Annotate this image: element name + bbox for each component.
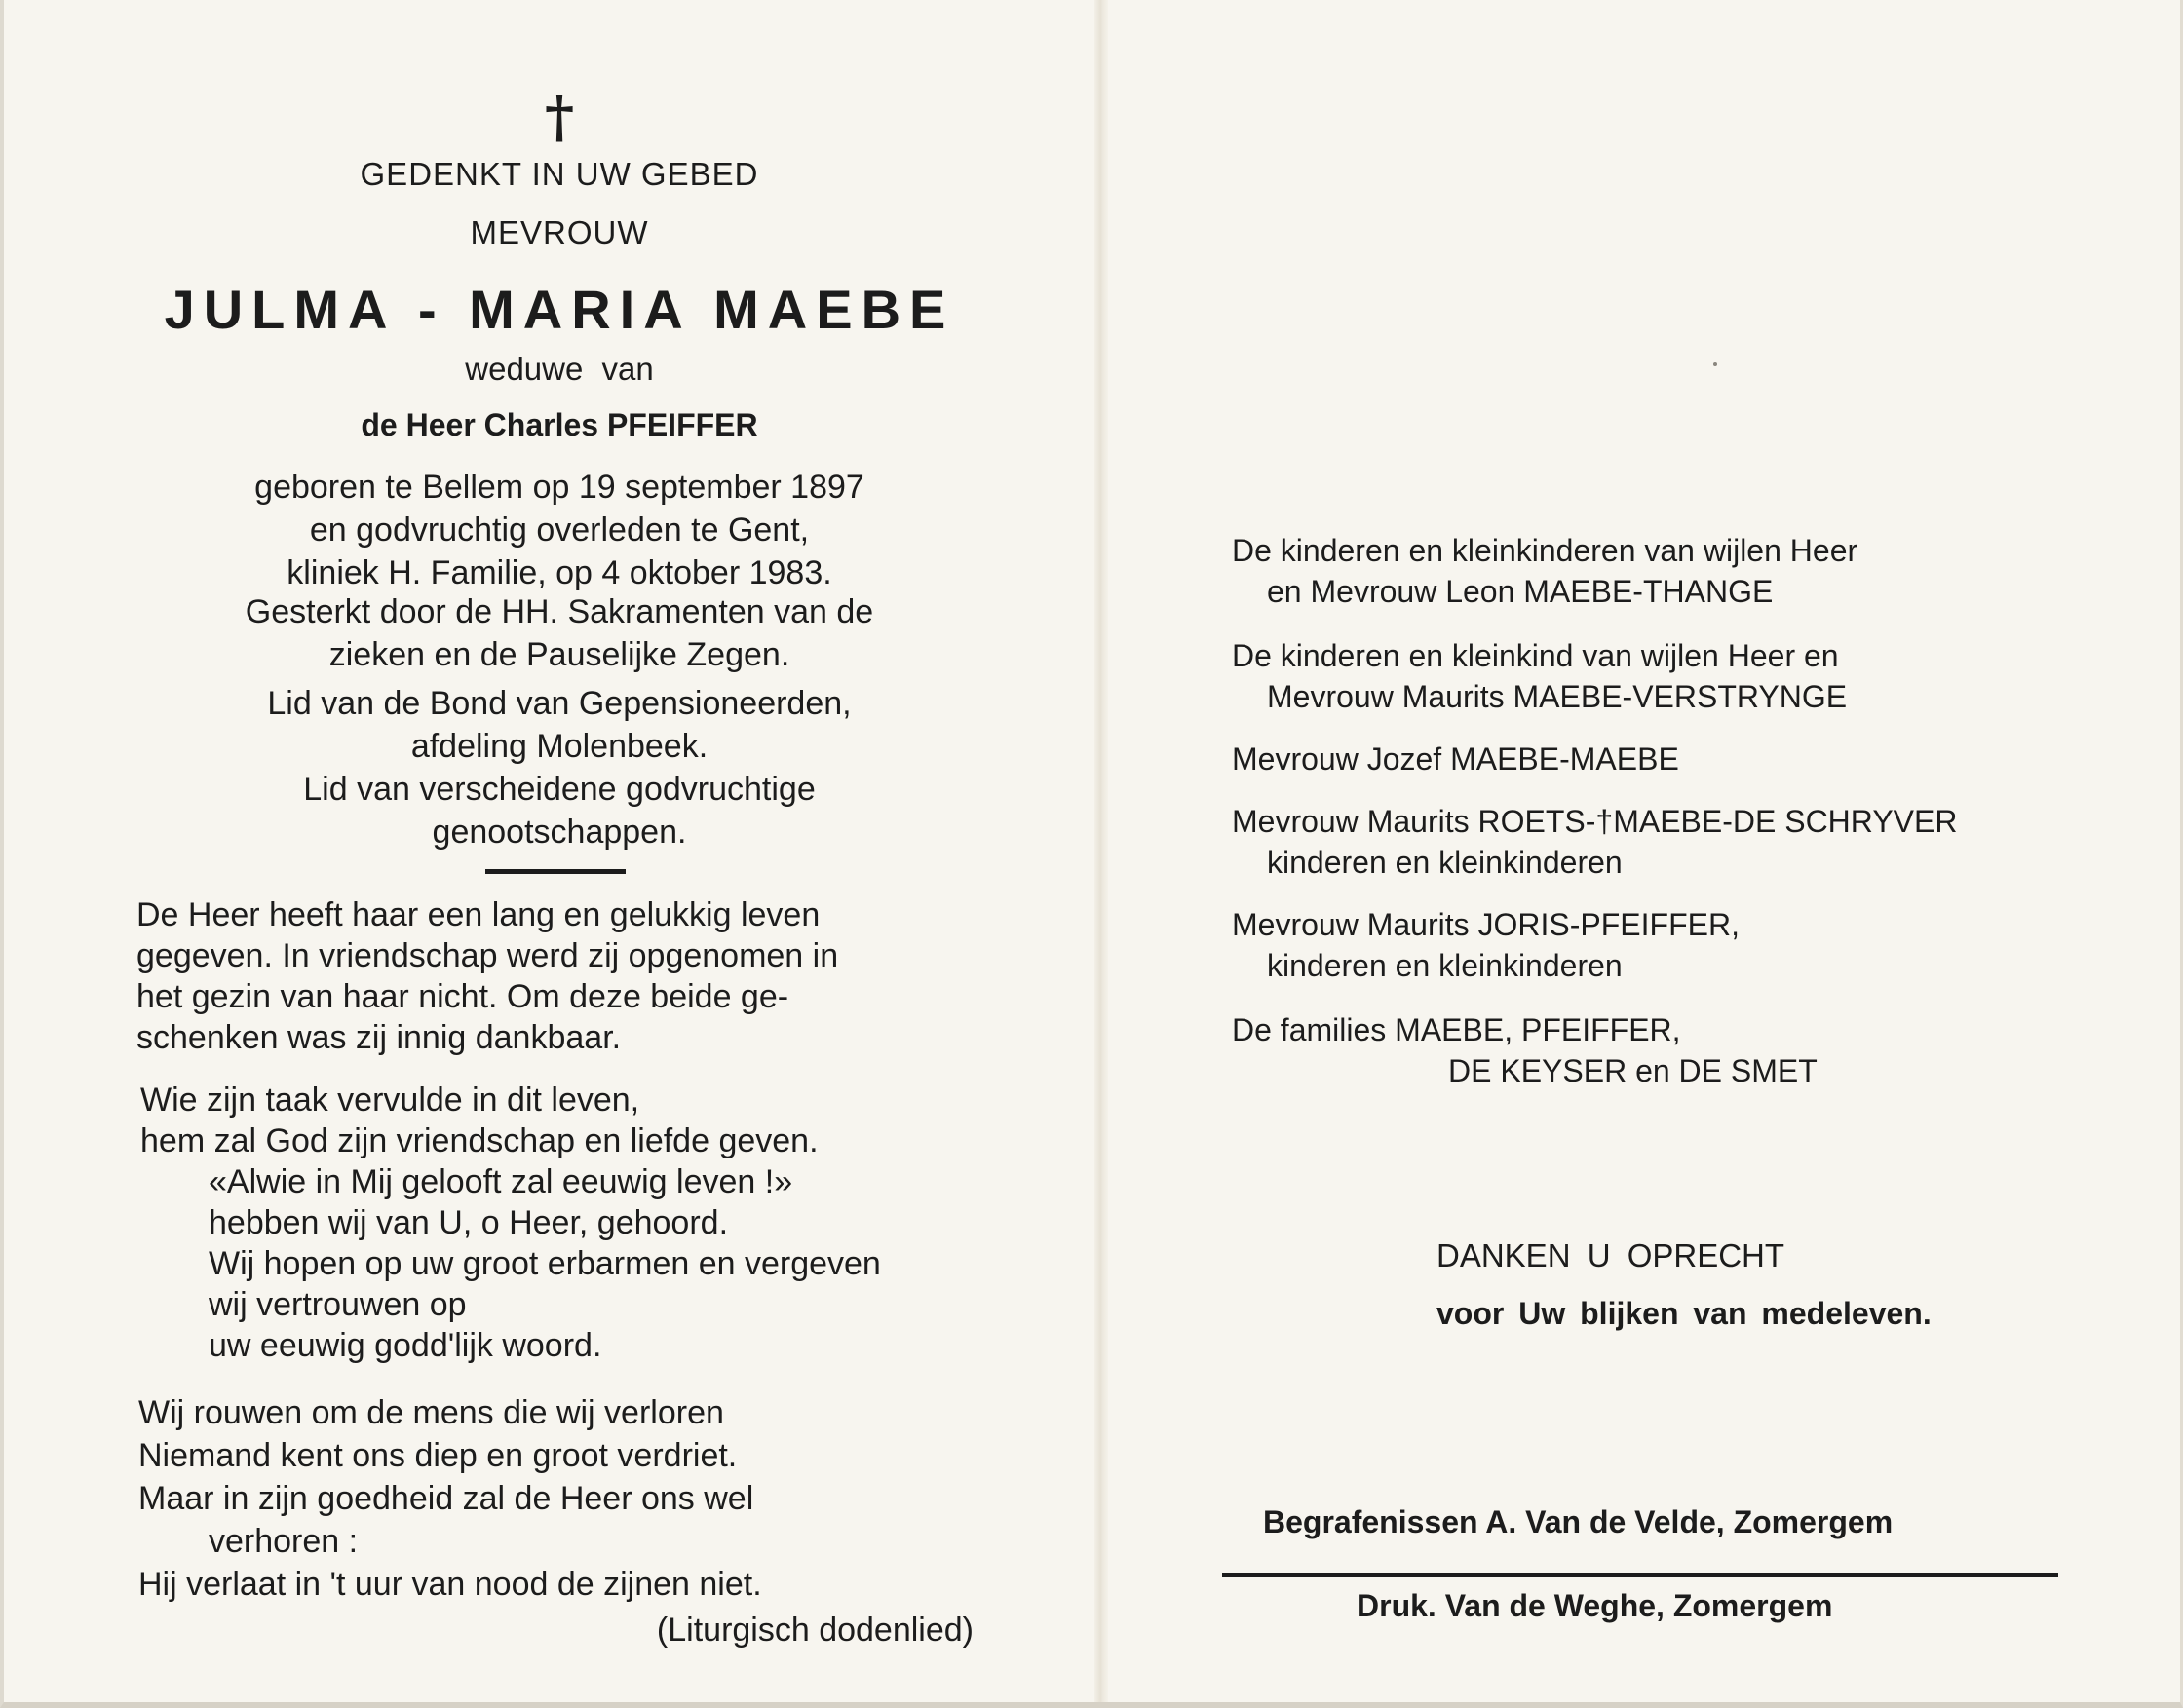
sacraments-line: Gesterkt door de HH. Sakramenten van de (245, 593, 874, 630)
family-line: De kinderen en kleinkinderen van wijlen Heer (1232, 533, 1858, 568)
societies-line: genootschappen. (432, 814, 687, 851)
funeral-hymn (138, 1391, 762, 1606)
sacraments-info (131, 590, 988, 676)
family-entry (1232, 635, 1847, 717)
family-line: Mevrouw Maurits JORIS-PFEIFFER, (1232, 907, 1740, 942)
societies-info (131, 768, 988, 854)
thanks-text: voor Uw blijken van medeleven. (1436, 1296, 1932, 1331)
memorial-poem (140, 1080, 881, 1366)
membership-line: afdeling Molenbeek. (410, 728, 709, 765)
hymn-line: Maar in zijn goedheid zal de Heer ons wel (138, 1480, 754, 1517)
family-entry (1232, 1009, 1818, 1091)
printer-credit: Druk. Van de Weghe, Zomergem (1357, 1588, 1833, 1623)
membership-line: Lid van de Bond van Gepensioneerden, (267, 685, 852, 722)
family-line: kinderen en kleinkinderen (1267, 845, 1623, 880)
poem-line: Wie zijn taak vervulde in dit leven, (140, 1082, 640, 1119)
prose-line: schenken was zij innig dankbaar. (136, 1019, 622, 1056)
heading-gedenkt: GEDENKT IN UW GEBED (360, 156, 759, 192)
hymn-line: Wij rouwen om de mens die wij verloren (138, 1394, 724, 1431)
family-line: De kinderen en kleinkind van wijlen Heer en (1232, 638, 1839, 673)
family-line: De families MAEBE, PFEIFFER, (1232, 1012, 1681, 1047)
prose-line: De Heer heeft haar een lang en gelukkig leven (136, 896, 821, 933)
husband-name: de Heer Charles PFEIFFER (361, 407, 758, 442)
family-entry (1232, 739, 1679, 779)
family-line: Mevrouw Maurits ROETS-†MAEBE-DE SCHRYVER (1232, 804, 1958, 839)
family-line: Mevrouw Maurits MAEBE-VERSTRYNGE (1267, 679, 1848, 714)
membership-info (131, 682, 988, 768)
family-line: en Mevrouw Leon MAEBE-THANGE (1267, 574, 1774, 609)
family-entry (1232, 904, 1740, 986)
poem-line: uw eeuwig godd'lijk woord. (209, 1327, 602, 1364)
hymn-line: verhoren : (209, 1523, 359, 1560)
poem-line: wij vertrouwen op (209, 1286, 467, 1323)
poem-line: «Alwie in Mij gelooft zal eeuwig leven !» (209, 1163, 793, 1200)
family-entry (1232, 801, 1957, 883)
sacraments-line: zieken en de Pauselijke Zegen. (328, 636, 790, 673)
birth-line: geboren te Bellem op 19 september 1897 (254, 469, 864, 506)
prose-line: gegeven. In vriendschap werd zij opgenomen in (136, 937, 839, 974)
deceased-name: JULMA - MARIA MAEBE (164, 279, 955, 340)
hymn-line: Niemand kent ons diep en groot verdriet. (138, 1437, 738, 1474)
hymn-line: Hij verlaat in 't uur van nood de zijnen niet. (138, 1566, 762, 1603)
poem-line: Wij hopen op uw groot erbarmen en vergeven (209, 1245, 881, 1282)
hymn-source: (Liturgisch dodenlied) (656, 1612, 974, 1649)
thanks-heading: DANKEN U OPRECHT (1436, 1237, 1785, 1273)
birth-death-info (131, 466, 988, 594)
poem-line: hem zal God zijn vriendschap en liefde geven. (140, 1122, 819, 1159)
family-line: Mevrouw Jozef MAEBE-MAEBE (1232, 741, 1679, 777)
family-line: kinderen en kleinkinderen (1267, 948, 1623, 983)
card-fold (1094, 0, 1108, 1702)
memorial-prose (136, 894, 975, 1058)
cross-symbol: † (544, 84, 575, 150)
poem-line: hebben wij van U, o Heer, gehoord. (209, 1204, 729, 1241)
societies-line: Lid van verscheidene godvruchtige (303, 771, 816, 808)
undertaker-credit: Begrafenissen A. Van de Velde, Zomergem (1263, 1504, 1894, 1539)
paper-speck (1713, 362, 1717, 366)
heading-mevrouw: MEVROUW (470, 214, 649, 250)
birth-line: kliniek H. Familie, op 4 oktober 1983. (287, 554, 832, 591)
widow-of: weduwe van (465, 351, 654, 387)
section-divider (485, 869, 626, 874)
footer-rule (1222, 1573, 2058, 1577)
family-entry (1232, 530, 1857, 612)
birth-line: en godvruchtig overleden te Gent, (309, 512, 810, 549)
prose-line: het gezin van haar nicht. Om deze beide ge- (136, 978, 789, 1015)
family-line: DE KEYSER en DE SMET (1448, 1053, 1818, 1088)
